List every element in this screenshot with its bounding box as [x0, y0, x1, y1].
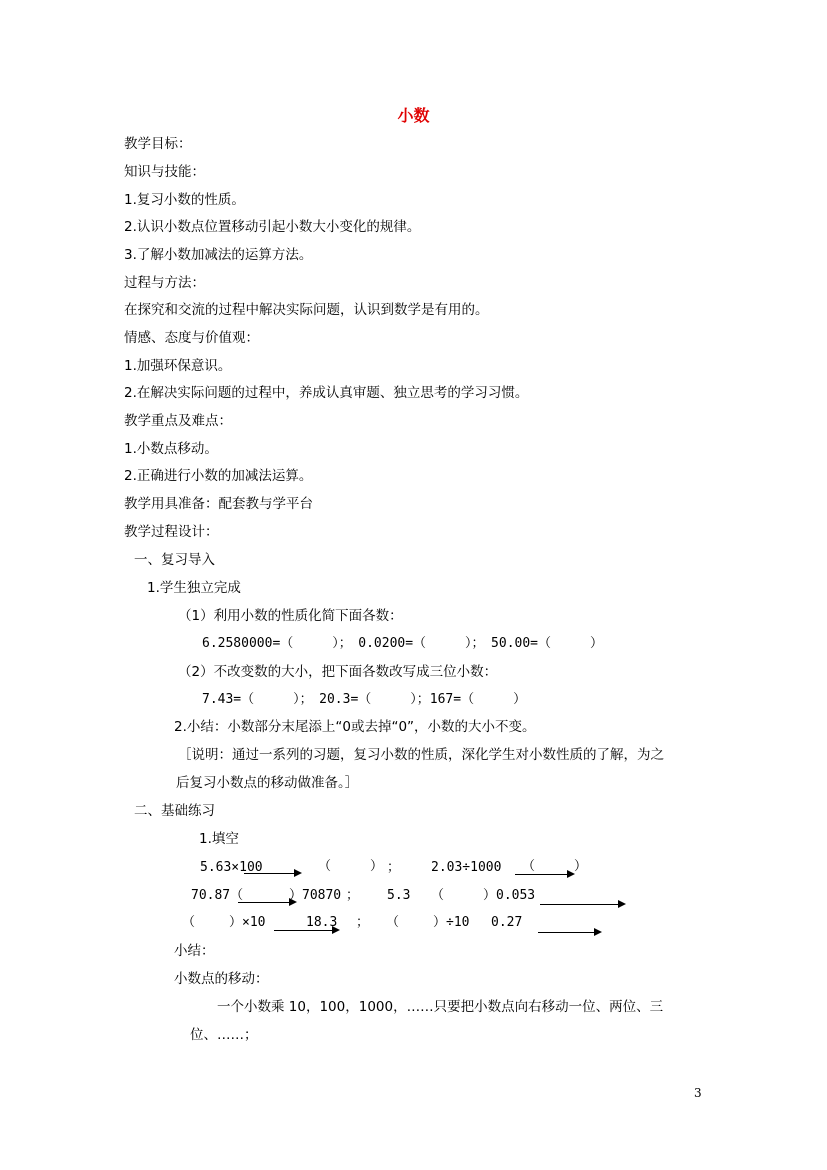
text-line: 教学重点及难点： [124, 413, 232, 429]
text-line: 情感、态度与价值观： [124, 330, 259, 346]
text-line: 2.小结：小数部分末尾添上“0或去掉“0”，小数的大小不变。 [174, 719, 536, 735]
separator: ； [356, 915, 370, 930]
blank-slot: （ [431, 888, 445, 903]
exercise-term: 5.3 [387, 888, 411, 903]
text-line: 知识与技能： [124, 164, 205, 180]
page-number: 3 [694, 1086, 702, 1100]
separator: ； [346, 888, 360, 903]
text-line: 小数点的移动： [174, 971, 269, 987]
text-line: 1.复习小数的性质。 [124, 192, 245, 208]
text-line: 2.在解决实际问题的过程中，养成认真审题、独立思考的学习习惯。 [124, 385, 529, 401]
blank-slot: （ [182, 915, 196, 930]
exercise-term: ）×10 [229, 915, 266, 930]
text-line: 小结： [174, 943, 215, 959]
text-line: 3.了解小数加减法的运算方法。 [124, 247, 313, 263]
exercise-term: 0.27 [491, 915, 523, 930]
note-line: 后复习小数点的移动做准备。］ [176, 775, 359, 791]
exercise-term: ）÷10 [433, 915, 470, 930]
text-line: 教学目标： [124, 136, 192, 152]
blank-slot: （ ） [318, 859, 384, 874]
text-line: 1.小数点移动。 [124, 441, 218, 457]
text-line: 2.正确进行小数的加减法运算。 [124, 468, 313, 484]
arrow-icon [238, 902, 295, 903]
section-heading: 二、基础练习 [134, 803, 215, 819]
section-heading: 一、复习导入 [134, 552, 215, 568]
exercise-term: ）0.053 [483, 888, 536, 903]
text-line: 1.加强环保意识。 [124, 358, 232, 374]
text-line: 过程与方法： [124, 275, 205, 291]
separator: ； [387, 860, 401, 875]
exercise-term: 5.63×100 [200, 860, 263, 875]
arrow-icon [538, 932, 600, 933]
page-title: 小数 [397, 106, 430, 125]
text-line: 1.填空 [199, 831, 239, 847]
exercise-line: 6.2580000=（ ）； 0.0200=（ ）； 50.00=（ ） [202, 636, 604, 651]
arrow-icon [540, 904, 624, 905]
arrow-icon [274, 930, 338, 931]
text-line: 1.学生独立完成 [147, 580, 241, 596]
text-line: 位、……； [190, 1027, 258, 1043]
text-line: 一个小数乘 10，100，1000，……只要把小数点向右移动一位、两位、三 [217, 999, 664, 1015]
blank-slot: （ [386, 915, 400, 930]
blank-slot: （ ） [522, 859, 588, 874]
exercise-term: 70.87（ [191, 888, 244, 903]
arrow-icon [515, 874, 573, 875]
text-line: 在探究和交流的过程中解决实际问题，认识到数学是有用的。 [124, 302, 489, 318]
exercise-term: ）70870 [289, 888, 342, 903]
exercise-term: 2.03÷1000 [431, 860, 502, 875]
text-line: 2.认识小数点位置移动引起小数大小变化的规律。 [124, 219, 421, 235]
note-line: ［说明：通过一系列的习题，复习小数的性质，深化学生对小数性质的了解，为之 [178, 747, 664, 763]
text-line: 教学过程设计： [124, 524, 219, 540]
text-line: （2）不改变数的大小，把下面各数改写成三位小数： [178, 664, 498, 680]
exercise-term: 18.3 [306, 915, 338, 930]
text-line: （1）利用小数的性质化简下面各数： [178, 608, 403, 624]
exercise-line: 7.43=（ ）； 20.3=（ ）；167=（ ） [202, 692, 527, 707]
arrow-icon [244, 873, 300, 874]
text-line: 教学用具准备：配套教与学平台 [124, 496, 313, 512]
